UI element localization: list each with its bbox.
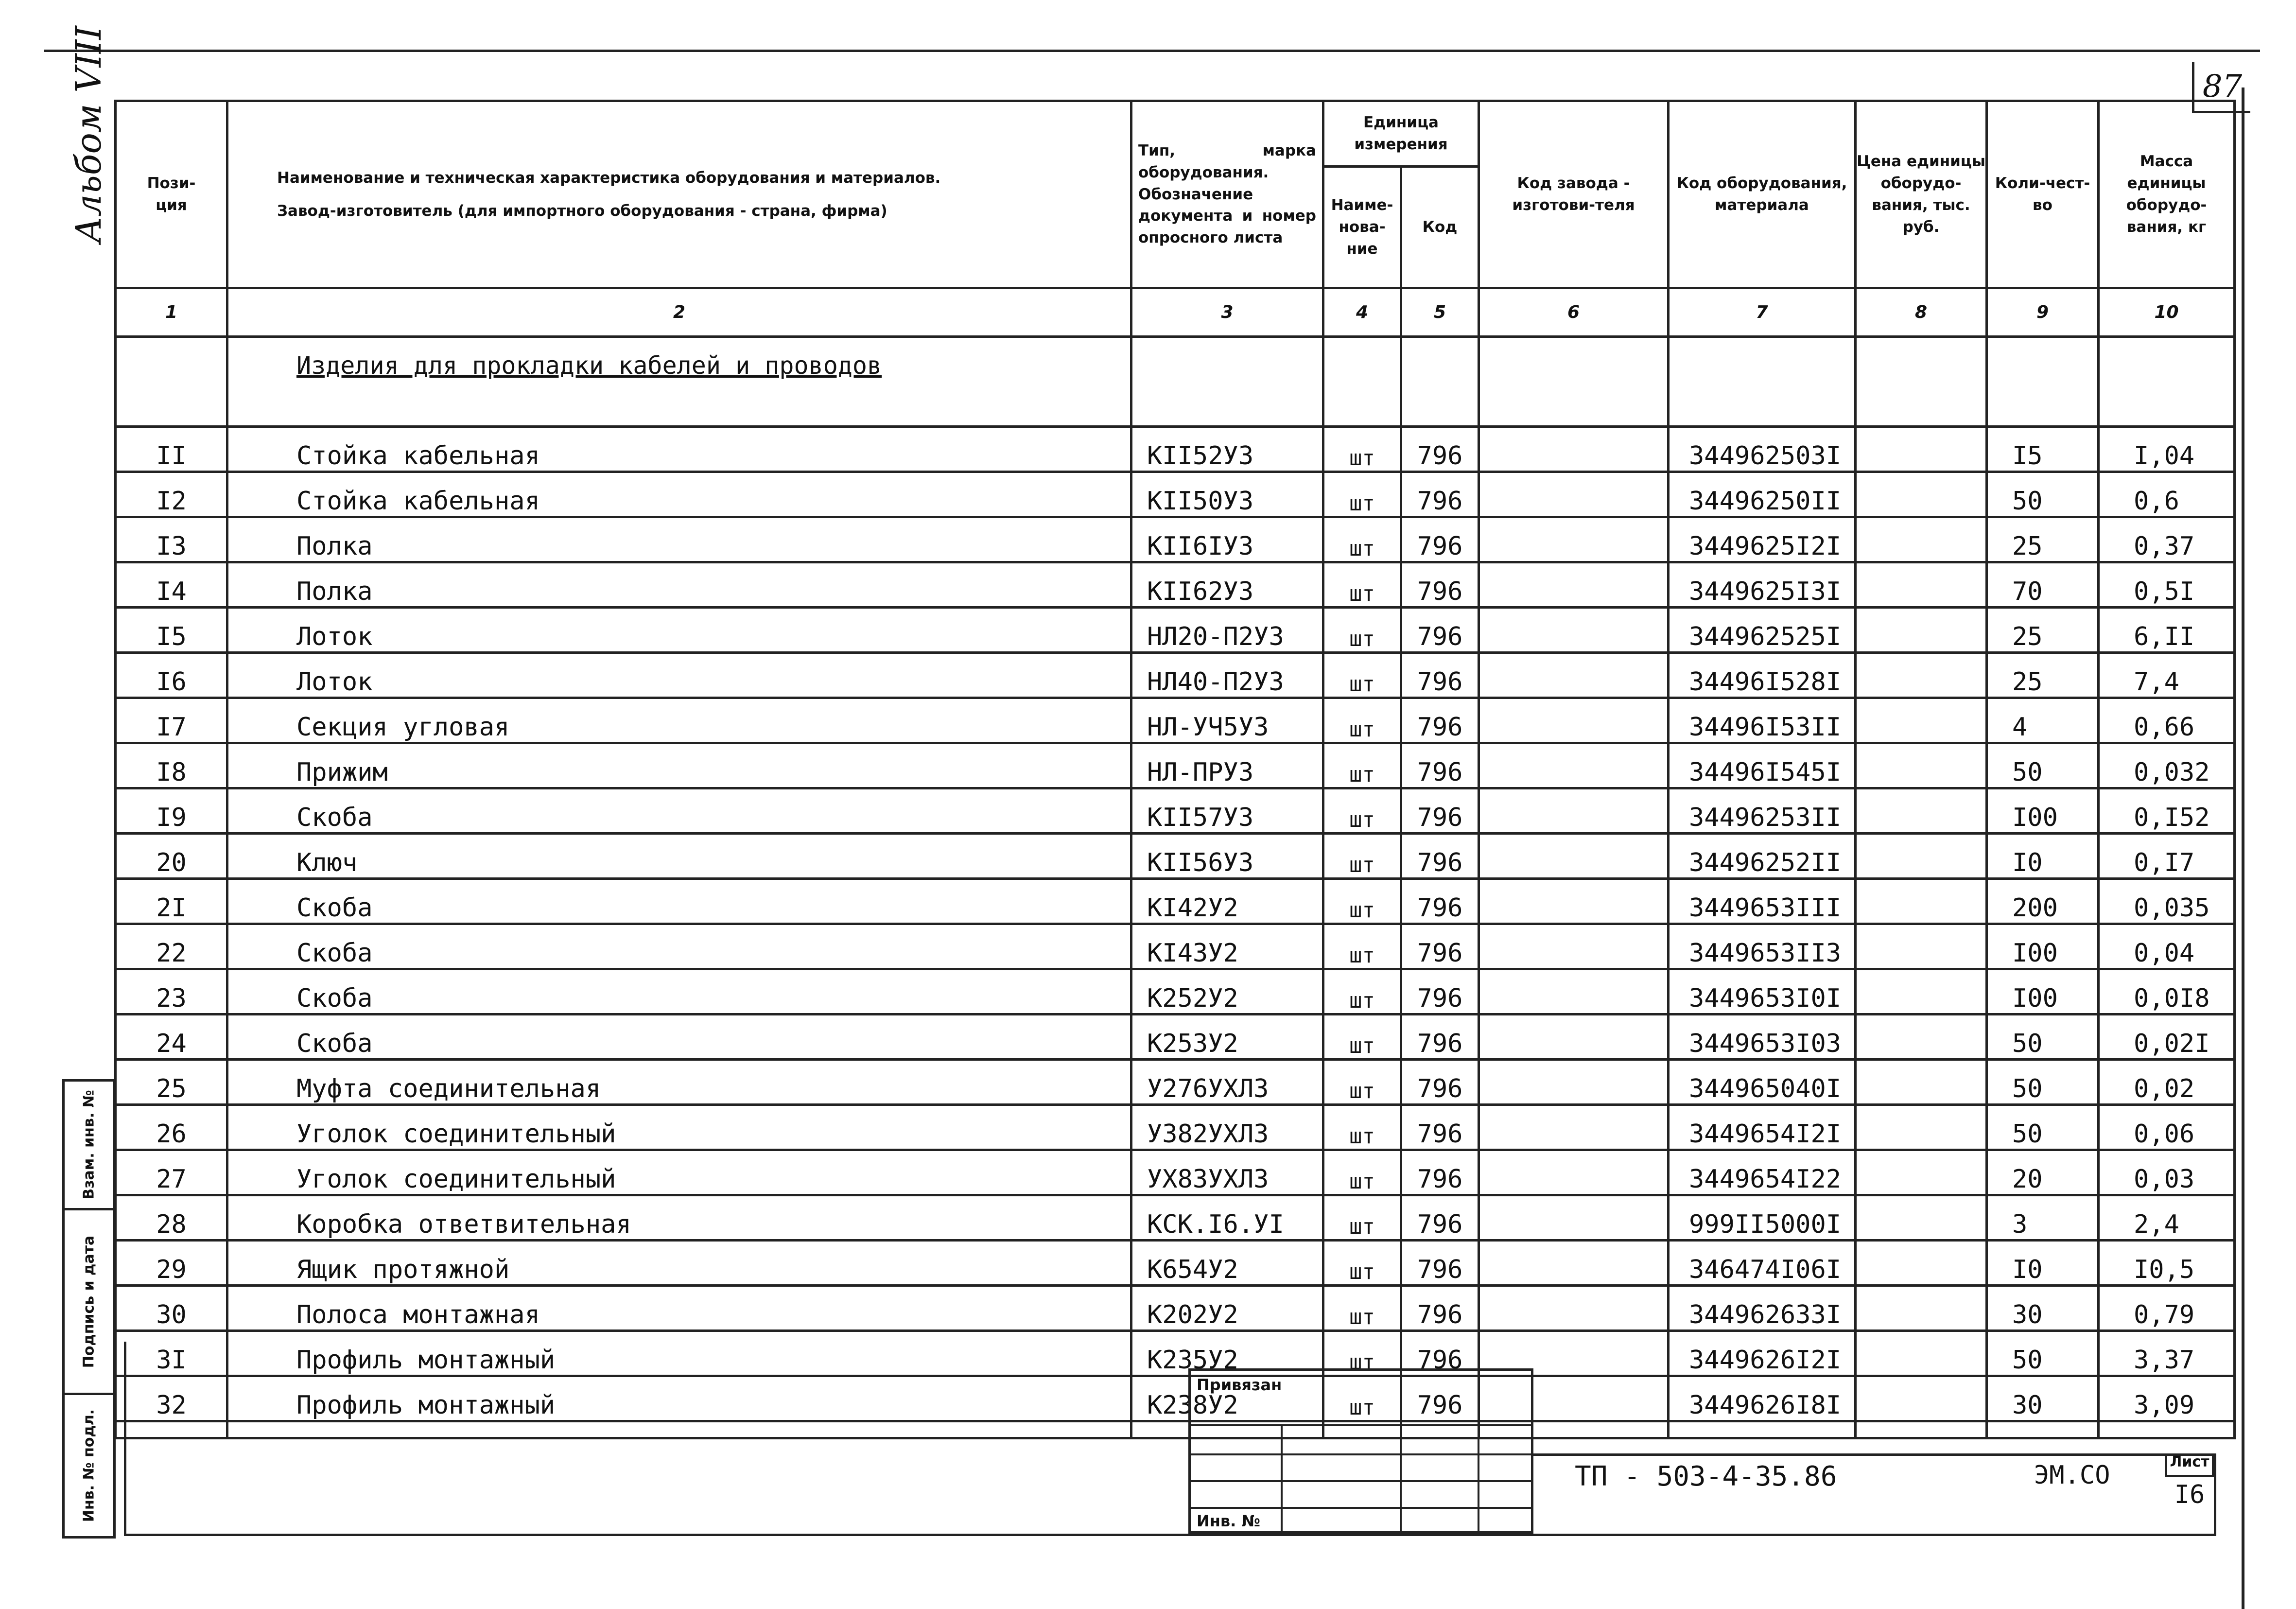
- cell-type: У382УХЛ3: [1131, 1105, 1323, 1150]
- cell-name: Профиль монтажный: [227, 1376, 1131, 1421]
- cell-name: Стойка кабельная: [227, 427, 1131, 472]
- cell-type: KII56У3: [1131, 834, 1323, 879]
- cell-ucode: 796: [1401, 1331, 1479, 1376]
- cell-mass: 0,66: [2099, 698, 2235, 743]
- cell-pos: II: [116, 427, 227, 472]
- cell-price: [1856, 834, 1987, 879]
- cell-mass: 0,I7: [2099, 834, 2235, 879]
- cell-type: K238У2: [1131, 1376, 1323, 1421]
- cell-unit: шт: [1323, 698, 1401, 743]
- cell-pos: 23: [116, 969, 227, 1014]
- cell-ucode: 796: [1401, 1195, 1479, 1241]
- cell-mass: 0,5I: [2099, 562, 2235, 608]
- cell-qty: I00: [1987, 969, 2099, 1014]
- cell-price: [1856, 653, 1987, 698]
- cell-price: [1856, 698, 1987, 743]
- cell-unit: шт: [1323, 788, 1401, 834]
- cell-ucode: 796: [1401, 698, 1479, 743]
- document-code: ТП - 503-4-35.86: [1575, 1461, 1837, 1492]
- table-row: [116, 969, 2235, 1014]
- cell-unit: шт: [1323, 969, 1401, 1014]
- cell-pos: I3: [116, 517, 227, 562]
- sheet-label: Лист: [2165, 1453, 2214, 1477]
- cell-name: Скоба: [227, 879, 1131, 924]
- cell-mass: 0,37: [2099, 517, 2235, 562]
- cell-price: [1856, 472, 1987, 517]
- cell-mass: 0,79: [2099, 1286, 2235, 1331]
- specification-table: [114, 100, 2236, 1439]
- header-material-code: Код оборудования, материала: [1669, 101, 1856, 288]
- cell-mcode: 34496I53II: [1669, 698, 1856, 743]
- top-rule: [44, 50, 2260, 52]
- cell-pos: 22: [116, 924, 227, 969]
- cell-price: [1856, 969, 1987, 1014]
- table-row: [116, 427, 2235, 472]
- cell-maker: [1479, 1105, 1669, 1150]
- table-row: [116, 1014, 2235, 1060]
- cell-mass: 7,4: [2099, 653, 2235, 698]
- cell-mcode: 344962525I: [1669, 608, 1856, 653]
- cell-qty: 70: [1987, 562, 2099, 608]
- cell-type: K202У2: [1131, 1286, 1323, 1331]
- cell-ucode: 796: [1401, 653, 1479, 698]
- table-row: [116, 788, 2235, 834]
- header-price: Цена единицы оборудо-вания, тыс. руб.: [1856, 101, 1987, 288]
- cell-pos: I7: [116, 698, 227, 743]
- cell-type: KI43У2: [1131, 924, 1323, 969]
- cell-pos: I9: [116, 788, 227, 834]
- cell-mass: 0,06: [2099, 1105, 2235, 1150]
- cell-price: [1856, 924, 1987, 969]
- cell-price: [1856, 1376, 1987, 1421]
- bound-label: Привязан: [1197, 1376, 1282, 1394]
- cell-pos: 26: [116, 1105, 227, 1150]
- table-row: [116, 1241, 2235, 1286]
- cell-ucode: 796: [1401, 1376, 1479, 1421]
- cell-mcode: 34496252II: [1669, 834, 1856, 879]
- cell-name: Ключ: [227, 834, 1131, 879]
- cell-ucode: 796: [1401, 1105, 1479, 1150]
- cell-pos: 25: [116, 1060, 227, 1105]
- col-num-3: 3: [1131, 288, 1323, 337]
- cell-mass: 0,I52: [2099, 788, 2235, 834]
- table-row: [116, 1150, 2235, 1195]
- cell-maker: [1479, 608, 1669, 653]
- cell-pos: I5: [116, 608, 227, 653]
- table-row: [116, 472, 2235, 517]
- cell-qty: 3: [1987, 1195, 2099, 1241]
- cell-ucode: 796: [1401, 788, 1479, 834]
- table-row: [116, 1195, 2235, 1241]
- header-name: Наименование и техническая характеристика оборудования и материалов. Завод-изготовитель (для импортного оборудования - страна, фирма): [227, 101, 1131, 288]
- cell-name: Полоса монтажная: [227, 1286, 1131, 1331]
- table-row: [116, 1060, 2235, 1105]
- cell-maker: [1479, 1195, 1669, 1241]
- col-num-8: 8: [1856, 288, 1987, 337]
- cell-price: [1856, 1150, 1987, 1195]
- col-num-5: 5: [1401, 288, 1479, 337]
- section-title: Изделия для прокладки кабелей и проводов: [296, 351, 882, 380]
- cell-mass: 0,032: [2099, 743, 2235, 788]
- cell-qty: 25: [1987, 517, 2099, 562]
- cell-type: НЛ40-П2У3: [1131, 653, 1323, 698]
- cell-mass: 0,02: [2099, 1060, 2235, 1105]
- cell-ucode: 796: [1401, 427, 1479, 472]
- table-row: [116, 879, 2235, 924]
- cell-unit: шт: [1323, 608, 1401, 653]
- cell-pos: 30: [116, 1286, 227, 1331]
- cell-unit: шт: [1323, 879, 1401, 924]
- cell-ucode: 796: [1401, 879, 1479, 924]
- cell-ucode: 796: [1401, 1150, 1479, 1195]
- cell-mass: 0,6: [2099, 472, 2235, 517]
- cell-unit: шт: [1323, 1014, 1401, 1060]
- cell-name: Профиль монтажный: [227, 1331, 1131, 1376]
- title-block-line: [1533, 1453, 2214, 1456]
- cell-unit: шт: [1323, 1331, 1401, 1376]
- cell-mass: 0,03: [2099, 1150, 2235, 1195]
- cell-mcode: 344962633I: [1669, 1286, 1856, 1331]
- bound-stamp: [1188, 1368, 1533, 1534]
- cell-name: Коробка ответвительная: [227, 1195, 1131, 1241]
- cell-qty: I0: [1987, 1241, 2099, 1286]
- table-row: [116, 517, 2235, 562]
- cell-ucode: 796: [1401, 969, 1479, 1014]
- cell-mcode: 3449625I2I: [1669, 517, 1856, 562]
- cell-mass: 3,09: [2099, 1376, 2235, 1421]
- cell-price: [1856, 1331, 1987, 1376]
- cell-maker: [1479, 924, 1669, 969]
- cell-unit: шт: [1323, 1060, 1401, 1105]
- cell-qty: 25: [1987, 653, 2099, 698]
- cell-name: Скоба: [227, 969, 1131, 1014]
- cell-price: [1856, 1195, 1987, 1241]
- cell-mcode: 34496250II: [1669, 472, 1856, 517]
- cell-maker: [1479, 1060, 1669, 1105]
- cell-mcode: 34496I528I: [1669, 653, 1856, 698]
- col-num-10: 10: [2099, 288, 2235, 337]
- cell-name: Уголок соединительный: [227, 1105, 1131, 1150]
- cell-unit: шт: [1323, 1286, 1401, 1331]
- cell-mcode: 3449625I3I: [1669, 562, 1856, 608]
- cell-mass: I,04: [2099, 427, 2235, 472]
- cell-name: Лоток: [227, 653, 1131, 698]
- table-row: [116, 1105, 2235, 1150]
- cell-qty: 50: [1987, 743, 2099, 788]
- cell-maker: [1479, 788, 1669, 834]
- cell-type: K235У2: [1131, 1331, 1323, 1376]
- cell-maker: [1479, 969, 1669, 1014]
- inv-no-label: Инв. №: [1197, 1512, 1260, 1530]
- cell-qty: I0: [1987, 834, 2099, 879]
- header-quantity: Коли-чест-во: [1987, 101, 2099, 288]
- cell-name: Стойка кабельная: [227, 472, 1131, 517]
- cell-name: Ящик протяжной: [227, 1241, 1131, 1286]
- header-type: Тип, марка оборудования. Обозначение документа и номер опросного листа: [1131, 101, 1323, 288]
- cell-pos: 27: [116, 1150, 227, 1195]
- cell-type: K654У2: [1131, 1241, 1323, 1286]
- cell-qty: 25: [1987, 608, 2099, 653]
- cell-qty: 30: [1987, 1286, 2099, 1331]
- cell-unit: шт: [1323, 653, 1401, 698]
- cell-mcode: 3449653I0I: [1669, 969, 1856, 1014]
- col-num-7: 7: [1669, 288, 1856, 337]
- cell-ucode: 796: [1401, 562, 1479, 608]
- cell-unit: шт: [1323, 1195, 1401, 1241]
- frame-right: [2214, 1453, 2216, 1536]
- stamp-inv-exchange: Взам. инв. №: [62, 1079, 116, 1210]
- cell-mcode: 3449626I8I: [1669, 1376, 1856, 1421]
- cell-mcode: 346474I06I: [1669, 1241, 1856, 1286]
- cell-mass: 0,035: [2099, 879, 2235, 924]
- cell-maker: [1479, 427, 1669, 472]
- table-row: [116, 834, 2235, 879]
- table-row: [116, 1331, 2235, 1376]
- table-row: [116, 653, 2235, 698]
- cell-unit: шт: [1323, 427, 1401, 472]
- cell-name: Прижим: [227, 743, 1131, 788]
- cell-mcode: 34496I545I: [1669, 743, 1856, 788]
- cell-type: KII57У3: [1131, 788, 1323, 834]
- col-num-6: 6: [1479, 288, 1669, 337]
- cell-unit: шт: [1323, 834, 1401, 879]
- cell-type: KII6IУ3: [1131, 517, 1323, 562]
- cell-pos: 3I: [116, 1331, 227, 1376]
- col-num-1: 1: [116, 288, 227, 337]
- cell-qty: 20: [1987, 1150, 2099, 1195]
- cell-maker: [1479, 653, 1669, 698]
- cell-price: [1856, 608, 1987, 653]
- header-position: Пози- ция: [116, 101, 227, 288]
- cell-type: НЛ-УЧ5У3: [1131, 698, 1323, 743]
- cell-ucode: 796: [1401, 1014, 1479, 1060]
- cell-ucode: 796: [1401, 1286, 1479, 1331]
- cell-maker: [1479, 1014, 1669, 1060]
- cell-pos: 28: [116, 1195, 227, 1241]
- cell-type: KI42У2: [1131, 879, 1323, 924]
- col-num-2: 2: [227, 288, 1131, 337]
- cell-price: [1856, 1060, 1987, 1105]
- cell-name: Скоба: [227, 788, 1131, 834]
- cell-pos: I4: [116, 562, 227, 608]
- sheet-number: I6: [2174, 1480, 2205, 1509]
- cell-name: Уголок соединительный: [227, 1150, 1131, 1195]
- cell-price: [1856, 788, 1987, 834]
- cell-qty: 30: [1987, 1376, 2099, 1421]
- cell-qty: 200: [1987, 879, 2099, 924]
- cell-mass: 3,37: [2099, 1331, 2235, 1376]
- cell-mcode: 3449626I2I: [1669, 1331, 1856, 1376]
- cell-ucode: 796: [1401, 472, 1479, 517]
- cell-mass: 2,4: [2099, 1195, 2235, 1241]
- header-maker-code: Код завода - изготови-теля: [1479, 101, 1669, 288]
- table-row: [116, 562, 2235, 608]
- table-row: [116, 1376, 2235, 1421]
- cell-ucode: 796: [1401, 924, 1479, 969]
- header-unit-name: Наиме-нова-ние: [1323, 167, 1401, 288]
- table-row: [116, 924, 2235, 969]
- cell-ucode: 796: [1401, 1060, 1479, 1105]
- cell-mcode: 3449653I03: [1669, 1014, 1856, 1060]
- cell-ucode: 796: [1401, 608, 1479, 653]
- cell-ucode: 796: [1401, 1241, 1479, 1286]
- table-row: [116, 698, 2235, 743]
- cell-unit: шт: [1323, 1376, 1401, 1421]
- cell-mcode: 344965040I: [1669, 1060, 1856, 1105]
- cell-qty: 4: [1987, 698, 2099, 743]
- cell-name: Скоба: [227, 924, 1131, 969]
- cell-maker: [1479, 698, 1669, 743]
- cell-mcode: 344962503I: [1669, 427, 1856, 472]
- cell-unit: шт: [1323, 1150, 1401, 1195]
- cell-pos: I2: [116, 472, 227, 517]
- cell-type: УХ83УХЛ3: [1131, 1150, 1323, 1195]
- cell-type: НЛ20-П2У3: [1131, 608, 1323, 653]
- cell-pos: 24: [116, 1014, 227, 1060]
- cell-name: Секция угловая: [227, 698, 1131, 743]
- cell-maker: [1479, 562, 1669, 608]
- cell-price: [1856, 1241, 1987, 1286]
- frame-left: [124, 1342, 126, 1536]
- cell-type: KII50У3: [1131, 472, 1323, 517]
- cell-pos: 32: [116, 1376, 227, 1421]
- stamp-sign-date: Подпись и дата: [62, 1208, 116, 1395]
- page-number: 87: [2192, 62, 2250, 113]
- cell-qty: 50: [1987, 1014, 2099, 1060]
- cell-maker: [1479, 834, 1669, 879]
- cell-mass: I0,5: [2099, 1241, 2235, 1286]
- cell-unit: шт: [1323, 743, 1401, 788]
- col-num-9: 9: [1987, 288, 2099, 337]
- cell-name: Муфта соединительная: [227, 1060, 1131, 1105]
- cell-unit: шт: [1323, 517, 1401, 562]
- cell-name: Лоток: [227, 608, 1131, 653]
- cell-mcode: 34496253II: [1669, 788, 1856, 834]
- cell-maker: [1479, 1241, 1669, 1286]
- cell-mass: 0,04: [2099, 924, 2235, 969]
- cell-mcode: 3449653II3: [1669, 924, 1856, 969]
- column-number-row: [116, 288, 2235, 337]
- cell-unit: шт: [1323, 1241, 1401, 1286]
- cell-mass: 0,0I8: [2099, 969, 2235, 1014]
- cell-price: [1856, 517, 1987, 562]
- header-unit-code: Код: [1401, 167, 1479, 288]
- cell-mass: 0,02I: [2099, 1014, 2235, 1060]
- cell-type: КСК.I6.УI: [1131, 1195, 1323, 1241]
- cell-ucode: 796: [1401, 517, 1479, 562]
- cell-type: K253У2: [1131, 1014, 1323, 1060]
- cell-mcode: 3449654I22: [1669, 1150, 1856, 1195]
- cell-price: [1856, 1105, 1987, 1150]
- frame-bottom: [124, 1534, 2214, 1536]
- table-row: [116, 743, 2235, 788]
- cell-price: [1856, 427, 1987, 472]
- header-row: [116, 101, 2235, 167]
- cell-qty: I00: [1987, 788, 2099, 834]
- cell-type: KII62У3: [1131, 562, 1323, 608]
- cell-pos: 2I: [116, 879, 227, 924]
- cell-qty: 50: [1987, 472, 2099, 517]
- cell-maker: [1479, 879, 1669, 924]
- cell-name: Полка: [227, 562, 1131, 608]
- cell-unit: шт: [1323, 1105, 1401, 1150]
- cell-ucode: 796: [1401, 743, 1479, 788]
- cell-pos: 20: [116, 834, 227, 879]
- cell-maker: [1479, 1286, 1669, 1331]
- cell-type: K252У2: [1131, 969, 1323, 1014]
- cell-unit: шт: [1323, 924, 1401, 969]
- cell-type: У276УХЛ3: [1131, 1060, 1323, 1105]
- cell-mcode: 3449653III: [1669, 879, 1856, 924]
- cell-pos: I6: [116, 653, 227, 698]
- document-mark: ЭМ.СО: [2034, 1461, 2110, 1490]
- cell-price: [1856, 879, 1987, 924]
- cell-maker: [1479, 472, 1669, 517]
- cell-name: Скоба: [227, 1014, 1131, 1060]
- cell-mcode: 3449654I2I: [1669, 1105, 1856, 1150]
- album-label: Альбом VIII: [68, 26, 109, 243]
- cell-maker: [1479, 517, 1669, 562]
- cell-price: [1856, 743, 1987, 788]
- table-row: [116, 1286, 2235, 1331]
- left-stamp: [62, 1079, 116, 1536]
- cell-ucode: 796: [1401, 834, 1479, 879]
- header-mass: Масса единицы оборудо-вания, кг: [2099, 101, 2235, 288]
- cell-mass: 6,II: [2099, 608, 2235, 653]
- cell-qty: I5: [1987, 427, 2099, 472]
- cell-qty: I00: [1987, 924, 2099, 969]
- cell-qty: 50: [1987, 1060, 2099, 1105]
- stamp-inv-original: Инв. № подл.: [62, 1393, 116, 1539]
- cell-price: [1856, 562, 1987, 608]
- cell-pos: 29: [116, 1241, 227, 1286]
- cell-maker: [1479, 1150, 1669, 1195]
- table-row: [116, 608, 2235, 653]
- section-row: [116, 337, 2235, 427]
- cell-qty: 50: [1987, 1331, 2099, 1376]
- cell-name: Полка: [227, 517, 1131, 562]
- cell-price: [1856, 1014, 1987, 1060]
- cell-unit: шт: [1323, 562, 1401, 608]
- col-num-4: 4: [1323, 288, 1401, 337]
- cell-pos: I8: [116, 743, 227, 788]
- cell-type: НЛ-ПРУ3: [1131, 743, 1323, 788]
- header-unit-group: Единица измерения: [1323, 101, 1479, 167]
- cell-maker: [1479, 743, 1669, 788]
- cell-qty: 50: [1987, 1105, 2099, 1150]
- cell-type: KII52У3: [1131, 427, 1323, 472]
- right-margin-line: [2242, 87, 2244, 1609]
- cell-mcode: 999II5000I: [1669, 1195, 1856, 1241]
- cell-price: [1856, 1286, 1987, 1331]
- cell-unit: шт: [1323, 472, 1401, 517]
